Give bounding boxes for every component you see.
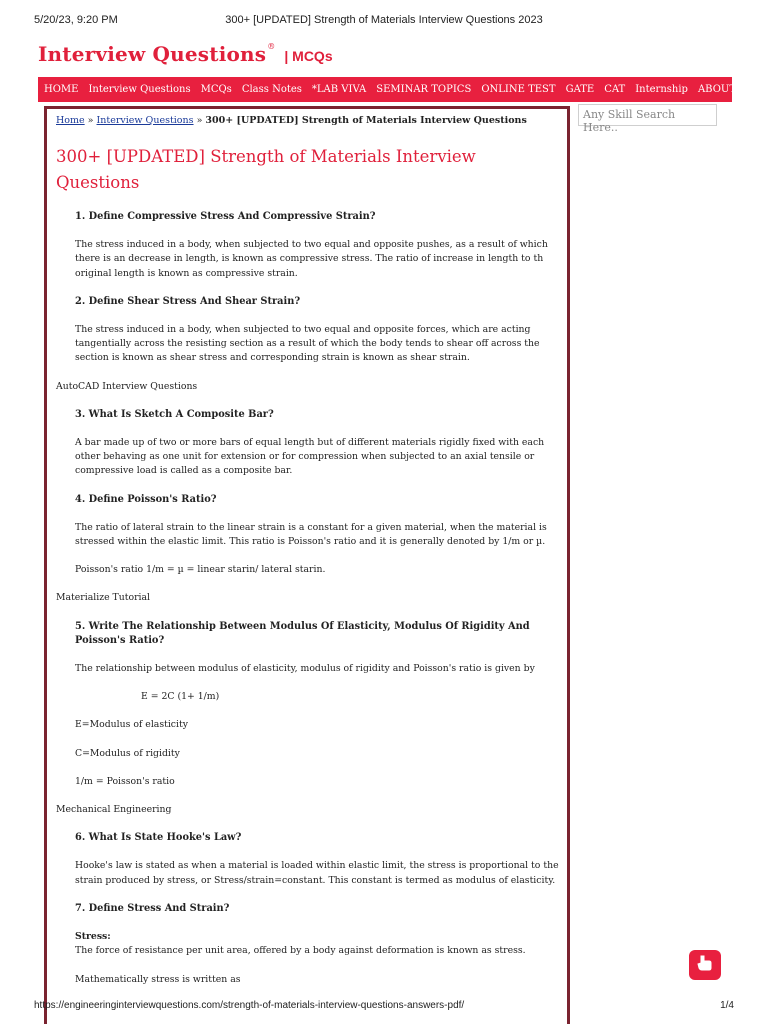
page-title: 300+ [UPDATED] Strength of Materials Interview Questions <box>56 147 476 192</box>
nav-interview-questions[interactable]: Interview Questions <box>88 84 191 95</box>
print-url: https://engineeringinterviewquestions.com/strength-of-materials-interview-questions-answers-pdf/ <box>34 1000 465 1011</box>
hand-pointer-icon <box>695 953 715 977</box>
breadcrumb-home[interactable]: Home <box>56 115 85 126</box>
print-header <box>34 14 734 30</box>
answer-text: The ratio of lateral strain to the linear strain is a constant for a given material, when the material is stressed within the elastic limit. This ratio is Poisson's ratio and it is generally denoted by 1/m or µ. <box>75 521 547 548</box>
answer-text: The stress induced in a body, when subjected to two equal and opposite forces, which are acting tangentially across the resisting section as a result of which the body tends to shear off across the section is known as shear stress and corresponding strain is known as shear strain. <box>75 324 540 364</box>
question-heading: 2. Define Shear Stress And Shear Strain? <box>75 295 301 307</box>
answer-text: The force of resistance per unit area, offered by a body against deformation is known as stress. <box>75 945 526 957</box>
breadcrumb-section[interactable]: Interview Questions <box>96 115 194 126</box>
site-logo[interactable] <box>38 42 333 66</box>
breadcrumb <box>56 115 527 126</box>
related-link[interactable]: AutoCAD Interview Questions <box>56 380 198 392</box>
nav-seminar-topics[interactable]: SEMINAR TOPICS <box>376 84 472 95</box>
logo-brand[interactable]: Interview Questions <box>38 42 267 66</box>
print-footer <box>34 1000 734 1014</box>
definition: 1/m = Poisson's ratio <box>75 775 175 787</box>
nav-online-test[interactable]: ONLINE TEST <box>481 84 556 95</box>
answer-text: Poisson's ratio 1/m = µ = linear starin/ lateral starin. <box>75 564 326 576</box>
nav-class-notes[interactable]: Class Notes <box>241 84 302 95</box>
print-page-number: 1/4 <box>720 1000 734 1011</box>
definition: C=Modulus of rigidity <box>75 747 180 759</box>
question-heading: 1. Define Compressive Stress And Compressive Strain? <box>75 211 376 222</box>
related-link[interactable]: Materialize Tutorial <box>56 592 151 604</box>
nav-lab-viva[interactable]: *LAB VIVA <box>311 84 367 95</box>
stress-label: Stress: <box>75 931 111 943</box>
breadcrumb-current: 300+ [UPDATED] Strength of Materials Interview Questions <box>205 115 527 126</box>
breadcrumb-separator: » <box>87 115 94 126</box>
answer-text: Mathematically stress is written as <box>75 973 241 985</box>
formula: E = 2C (1+ 1/m) <box>141 691 220 703</box>
nav-gate[interactable]: GATE <box>565 84 595 95</box>
chat-widget-button[interactable] <box>689 950 721 980</box>
main-nav <box>38 77 755 102</box>
print-title: 300+ [UPDATED] Strength of Materials Interview Questions 2023 <box>225 14 543 26</box>
definition: E=Modulus of elasticity <box>75 719 188 731</box>
nav-mcqs[interactable]: MCQs <box>200 84 232 95</box>
logo-mcqs[interactable]: | MCQs <box>284 48 333 64</box>
nav-about-us[interactable]: ABOUT US <box>697 84 755 95</box>
breadcrumb-separator: » <box>196 115 203 126</box>
question-heading: 6. What Is State Hooke's Law? <box>75 832 242 844</box>
question-heading: 4. Define Poisson's Ratio? <box>75 493 217 505</box>
print-date: 5/20/23, 9:20 PM <box>34 14 118 26</box>
question-heading: 7. Define Stress And Strain? <box>75 902 230 914</box>
article-body <box>56 210 560 1001</box>
logo-registered-mark: ® <box>267 42 276 51</box>
related-link[interactable]: Mechanical Engineering <box>56 804 172 816</box>
answer-text: The stress induced in a body, when subjected to two equal and opposite pushes, as a result of which there is an decrease in length, is known as compressive stress. The ratio of increase in length to th original length is known as compressive strain. <box>75 239 548 279</box>
search-input[interactable]: Any Skill Search Here.. <box>578 104 717 126</box>
nav-home[interactable]: HOME <box>44 84 79 95</box>
nav-cat[interactable]: CAT <box>604 84 626 95</box>
question-heading: 5. Write The Relationship Between Modulus Of Elasticity, Modulus Of Rigidity And Poisson's Ratio? <box>75 620 530 646</box>
answer-text: The relationship between modulus of elasticity, modulus of rigidity and Poisson's ratio is given by <box>75 663 535 675</box>
answer-text: A bar made up of two or more bars of equal length but of different materials rigidly fixed with each other behaving as one unit for extension or for compression when subjected to an axial tensile or compressive load is called as a composite bar. <box>75 437 545 477</box>
answer-text: Hooke's law is stated as when a material is loaded within elastic limit, the stress is proportional to the strain produced by stress, or Stress/strain=constant. This constant is termed as modulus of elasticity. <box>75 860 559 886</box>
question-heading: 3. What Is Sketch A Composite Bar? <box>75 408 274 420</box>
nav-internship[interactable]: Internship <box>635 84 688 95</box>
